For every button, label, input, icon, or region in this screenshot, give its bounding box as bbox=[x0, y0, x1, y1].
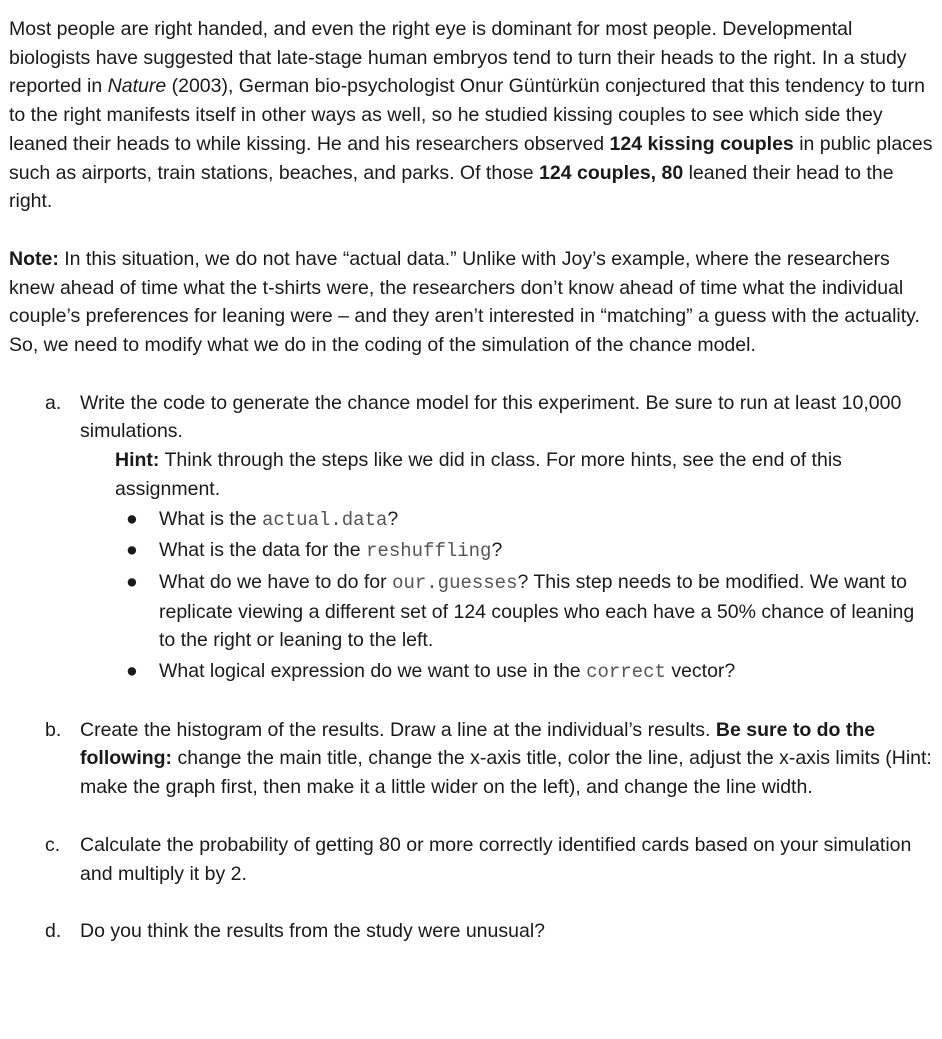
list-item bbox=[126, 657, 934, 687]
list-item bbox=[126, 536, 934, 566]
question-list bbox=[9, 389, 934, 946]
bullet-text: What logical expression do we want to use in the bbox=[159, 660, 587, 683]
bullet-text: vector? bbox=[665, 660, 736, 683]
question-b-text-2: change the main title, change the x-axis title, color the line, adjust the x-axis limits (Hint: make the graph first, then make it a little wider on the left), and change the line width. bbox=[80, 747, 932, 799]
intro-text-1: Most people are right handed, and even the right eye is dominant for most people. Developmental biologists have suggested that late-stage human embryos tend to turn their heads to the right. In a study reported in bbox=[9, 18, 907, 98]
bullet-text: What do we have to do for bbox=[159, 570, 393, 593]
hint-text: Think through the steps like we did in class. For more hints, see the end of this assignment. bbox=[115, 449, 842, 500]
question-c bbox=[9, 831, 934, 888]
note-text: In this situation, we do not have “actual data.” Unlike with Joy’s example, where the researchers knew ahead of time what the t-shirts were, the researchers don’t know ahead of time what the individual couple’s preferences for leaning were – and they aren’t interested in “matching” a guess with the actuality. So, we need to modify what we do in the coding of the simulation of the chance model. bbox=[9, 247, 920, 357]
intro-bold-count: 124 couples, 80 bbox=[539, 161, 684, 184]
intro-bold-couples: 124 kissing couples bbox=[609, 132, 794, 155]
question-a bbox=[9, 389, 934, 687]
list-item bbox=[126, 568, 934, 655]
intro-text-4: leaned their head to the right. bbox=[9, 161, 894, 213]
bullet-text: ? This step needs to be modified. We want to replicate viewing a different set of 124 couples who each have a 50% chance of leaning to the right or leaning to the left. bbox=[159, 570, 915, 652]
question-c-text: Calculate the probability of getting 80 or more correctly identified cards based on your simulation and multiply it by 2. bbox=[80, 833, 912, 885]
bullet-icon: ● bbox=[126, 660, 138, 683]
list-item bbox=[126, 505, 934, 535]
bullet-text: What is the data for the bbox=[159, 539, 367, 562]
bullet-icon: ● bbox=[126, 507, 138, 530]
code-term: reshuffling bbox=[366, 540, 492, 563]
question-d-text: Do you think the results from the study were unusual? bbox=[80, 920, 545, 943]
question-a-letter: a. bbox=[45, 391, 62, 414]
question-b-bold: Be sure to do the following: bbox=[80, 718, 876, 770]
intro-paragraph bbox=[9, 15, 934, 216]
hint-label: Hint: bbox=[115, 449, 160, 472]
hint-paragraph bbox=[115, 446, 934, 503]
question-d-letter: d. bbox=[45, 920, 62, 943]
note-label: Note: bbox=[9, 247, 59, 270]
note-paragraph bbox=[9, 245, 934, 360]
code-term: correct bbox=[586, 661, 666, 684]
question-c-letter: c. bbox=[45, 833, 61, 856]
bullet-text: What is the bbox=[159, 507, 262, 530]
question-d bbox=[9, 917, 934, 946]
hint-bullet-list bbox=[80, 505, 934, 687]
question-a-text: Write the code to generate the chance model for this experiment. Be sure to run at least 10,000 simulations. bbox=[80, 391, 902, 443]
question-b-letter: b. bbox=[45, 718, 62, 741]
code-term: actual.data bbox=[261, 508, 388, 531]
code-term: our.guesses bbox=[392, 571, 518, 594]
question-b-text bbox=[80, 716, 934, 802]
bullet-icon: ● bbox=[126, 539, 138, 562]
bullet-icon: ● bbox=[126, 570, 138, 593]
document-page bbox=[9, 15, 934, 946]
intro-text-2: (2003), German bio-psychologist Onur Güntürkün conjectured that this tendency to turn to the right manifests itself in other ways as well, so he studied kissing couples to see which side they leaned their heads to while kissing. He and his researchers observed bbox=[9, 75, 925, 155]
journal-name: Nature bbox=[107, 75, 167, 98]
bullet-text: ? bbox=[387, 507, 399, 530]
bullet-text: ? bbox=[491, 539, 503, 562]
question-b bbox=[9, 716, 934, 802]
intro-text-3: in public places such as airports, train stations, beaches, and parks. Of those bbox=[9, 132, 933, 184]
question-b-text-1: Create the histogram of the results. Draw a line at the individual’s results. bbox=[80, 718, 716, 741]
